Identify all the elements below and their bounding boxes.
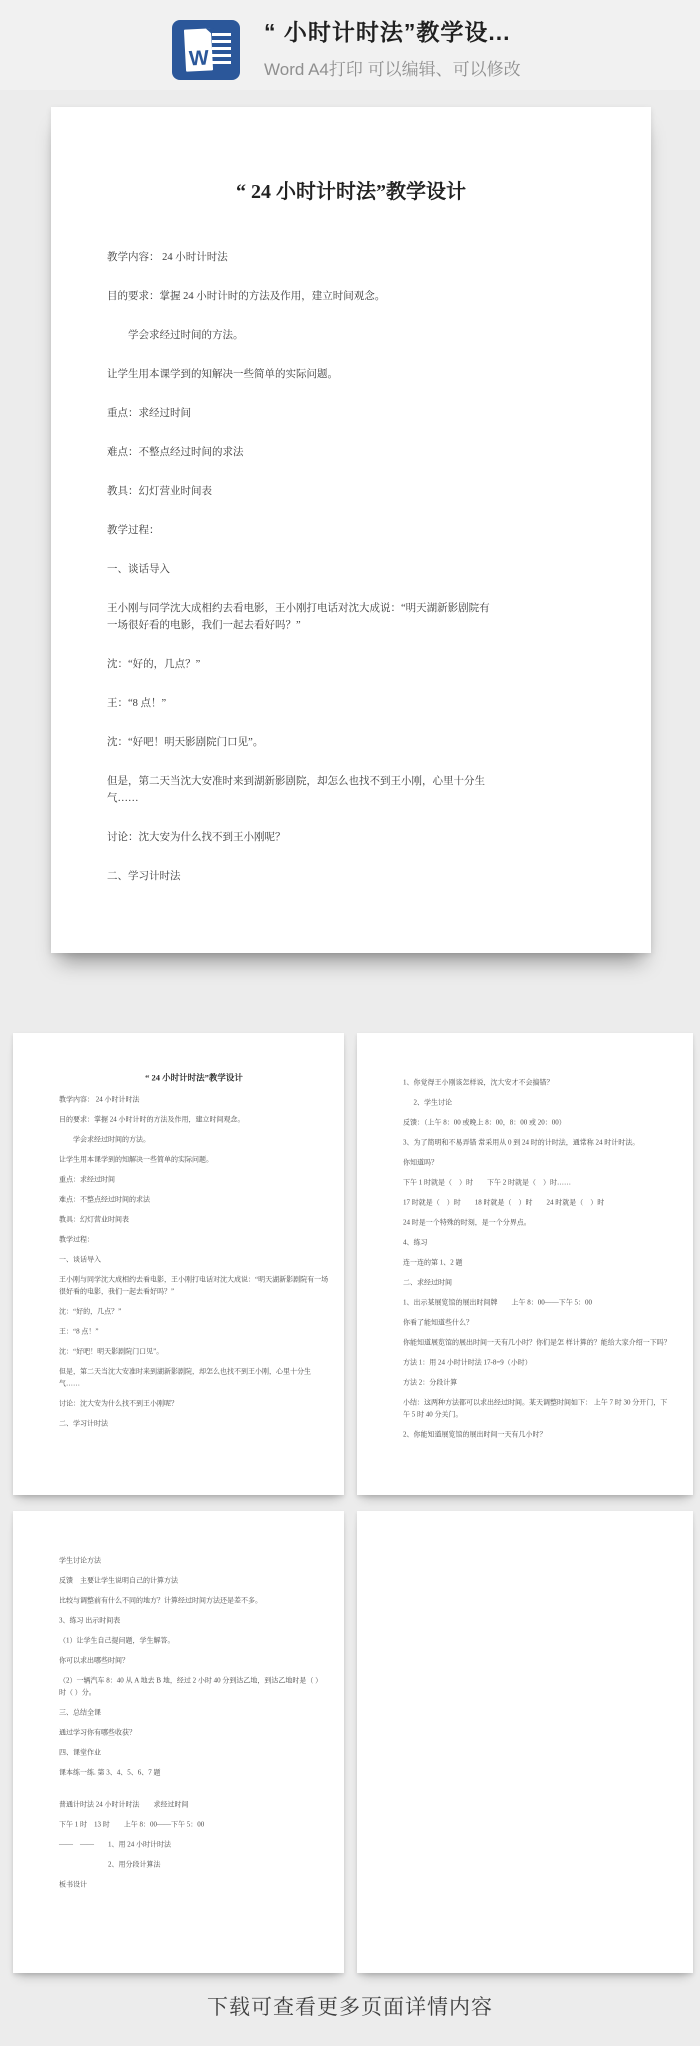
document-line: 但是，第二天当沈大安准时来到湖新影剧院，却怎么也找不到王小刚，心里十分生气……	[59, 1368, 311, 1388]
document-line: 小结：这两种方法都可以求出经过时间。某天调整时间如下： 上午 7 时 30 分开门，下午 5 时 40 分关门。	[403, 1399, 668, 1419]
document-line: 让学生用本课学到的知解决一些简单的实际问题。	[107, 369, 338, 380]
word-icon-page	[184, 28, 213, 71]
document-line: 教具：幻灯营业时间表	[59, 1216, 129, 1224]
document-line: （1）让学生自己提问题，学生解答。	[59, 1637, 175, 1645]
download-hint-text: 下载可查看更多页面详情内容	[207, 1996, 493, 2019]
document-line: 学生讨论方法	[59, 1557, 101, 1565]
document-line: 2、用分段计算法	[108, 1861, 161, 1869]
document-line: 你看了能知道些什么？	[403, 1319, 473, 1327]
document-line: 反馈：（上午 8：00 或晚上 8：00，8：00 或 20：00）	[403, 1119, 566, 1127]
document-line: 目的要求：掌握 24 小时计时的方法及作用，建立时间观念。	[59, 1116, 245, 1124]
document-line: 三、总结全课	[59, 1709, 101, 1717]
document-line: 你能知道展览馆的展出时间一天有几小时？你们是怎 样计算的？能给大家介绍一下吗？	[403, 1339, 671, 1347]
document-line: 讨论：沈大安为什么找不到王小刚呢？	[107, 832, 286, 843]
word-icon-text-lines	[212, 33, 231, 68]
document-title: “ 小时计时法”教学设...	[264, 19, 511, 45]
document-line: 沈：“好的，几点？”	[107, 659, 201, 670]
document-line: 1、出示某展览馆的展出时间牌 上午 8：00——下午 5：00	[403, 1299, 592, 1307]
thumbnail-page-3[interactable]	[13, 1511, 344, 1973]
document-line: 四、课堂作业	[59, 1749, 101, 1757]
thumbnail-page-1-title: “ 24 小时计时法”教学设计	[145, 1073, 243, 1083]
document-line: 讨论：沈大安为什么找不到王小刚呢？	[59, 1400, 178, 1408]
document-line: 教学过程：	[59, 1236, 94, 1244]
document-line: 沈：“好的，几点？”	[59, 1308, 122, 1316]
document-line: 教具：幻灯营业时间表	[107, 486, 212, 497]
document-line: 连一连的第 1、2 题	[403, 1259, 463, 1267]
document-line: 1、你觉得王小刚该怎样说，沈大安才不会搞错？	[403, 1079, 554, 1087]
document-line: 二、学习计时法	[59, 1420, 108, 1428]
page1-body	[107, 249, 491, 885]
document-line: 通过学习你有哪些收获？	[59, 1729, 136, 1737]
document-line: 3、练习 出示时间表	[59, 1617, 121, 1625]
document-line: 一、谈话导入	[107, 564, 170, 575]
document-line: 重点：求经过时间	[107, 408, 191, 419]
page1-title: “ 24 小时计时法”教学设计	[236, 181, 466, 203]
document-line: 24 时是一个特殊的时刻，是一个分界点。	[403, 1219, 531, 1227]
document-line: 17 时就是（ ）时 18 时就是（ ）时 24 时就是（ ）时	[403, 1199, 605, 1207]
document-line: 你可以求出哪些时间？	[59, 1657, 129, 1665]
document-line: 重点：求经过时间	[59, 1176, 115, 1184]
document-line: 沈：“好吧！明天影剧院门口见”。	[59, 1348, 164, 1356]
document-line: 教学内容： 24 小时计时法	[107, 252, 228, 263]
document-line: 教学内容： 24 小时计时法	[59, 1096, 140, 1104]
document-line: 反馈 主要让学生说明自己的计算方法	[59, 1577, 178, 1585]
document-line: 二、求经过时间	[403, 1279, 452, 1287]
document-line: 方法 2：分段计算	[403, 1379, 458, 1387]
document-line: 让学生用本课学到的知解决一些简单的实际问题。	[59, 1156, 213, 1164]
document-line: 二、学习计时法	[107, 871, 181, 882]
word-icon-letter: W	[188, 46, 210, 71]
document-subtitle: Word A4打印 可以编辑、可以修改	[264, 60, 521, 79]
document-line: 学会求经过时间的方法。	[128, 330, 244, 341]
document-line: 2、学生讨论	[413, 1099, 452, 1107]
page-preview-large[interactable]	[51, 107, 651, 953]
document-line: 教学过程：	[107, 525, 160, 536]
document-line: 下午 1 时 13 时 上午 8：00——下午 5：00	[59, 1821, 205, 1829]
document-line: 王小刚与同学沈大成相约去看电影，王小刚打电话对沈大成说：“明天湖新影剧院有一场很好看的电影，我们一起去看好吗？”	[59, 1276, 329, 1296]
document-line: 王：“8 点！”	[59, 1328, 99, 1336]
document-line: 一、谈话导入	[59, 1256, 101, 1264]
word-file-icon	[172, 20, 240, 80]
document-line: 下午 1 时就是（ ）时 下午 2 时就是（ ）时……	[403, 1179, 571, 1187]
document-line: 你知道吗？	[403, 1159, 438, 1167]
document-line: 普通计时法 24 小时计时法 求经过时间	[59, 1801, 189, 1809]
document-line: 沈：“好吧！明天影剧院门口见”。	[107, 737, 264, 748]
document-line: 板书设计	[59, 1881, 87, 1889]
thumbnail-page-1[interactable]	[13, 1033, 344, 1495]
thumbnail-page-4-blank[interactable]	[357, 1511, 693, 1973]
thumbnail-page-1-content	[13, 1033, 344, 1430]
document-line: 2、你能知道展览馆的展出时间一天有几小时？	[403, 1431, 547, 1439]
thumbnail-page-2-content	[357, 1033, 693, 1441]
document-line: 课本练一练. 第 3、4、5、6、7 题	[59, 1769, 161, 1777]
document-line: —— —— 1、用 24 小时计时法	[59, 1841, 171, 1849]
document-line: 学会求经过时间的方法。	[73, 1136, 150, 1144]
document-line: 难点：不整点经过时间的求法	[107, 447, 244, 458]
document-line: 比较与调整前有什么不同的地方？计算经过时间方法还是差不多。	[59, 1597, 262, 1605]
document-line: 王：“8 点！”	[107, 698, 167, 709]
document-line: 目的要求：掌握 24 小时计时的方法及作用，建立时间观念。	[107, 291, 386, 302]
document-line: 但是，第二天当沈大安准时来到湖新影剧院，却怎么也找不到王小刚，心里十分生气……	[107, 776, 485, 804]
document-line: （2）一辆汽车 8：40 从 A 地去 B 地，经过 2 小时 40 分到达乙地，到达乙地时是（ ）时（ ）分。	[59, 1677, 323, 1697]
thumbnail-page-2[interactable]	[357, 1033, 693, 1495]
thumbnail-page-3-content	[13, 1511, 344, 1891]
document-line: 难点：不整点经过时间的求法	[59, 1196, 150, 1204]
document-line: 4、练习	[403, 1239, 428, 1247]
document-line: 王小刚与同学沈大成相约去看电影，王小刚打电话对沈大成说：“明天湖新影剧院有一场很好看的电影，我们一起去看好吗？”	[107, 603, 490, 631]
document-line: 方法 1：用 24 小时计时法 17-8=9（小时）	[403, 1359, 532, 1367]
document-header	[264, 14, 594, 80]
document-line: 3、为了简明和不易弄错 常采用从 0 到 24 时的计时法，通常称 24 时计时法。	[403, 1139, 640, 1147]
